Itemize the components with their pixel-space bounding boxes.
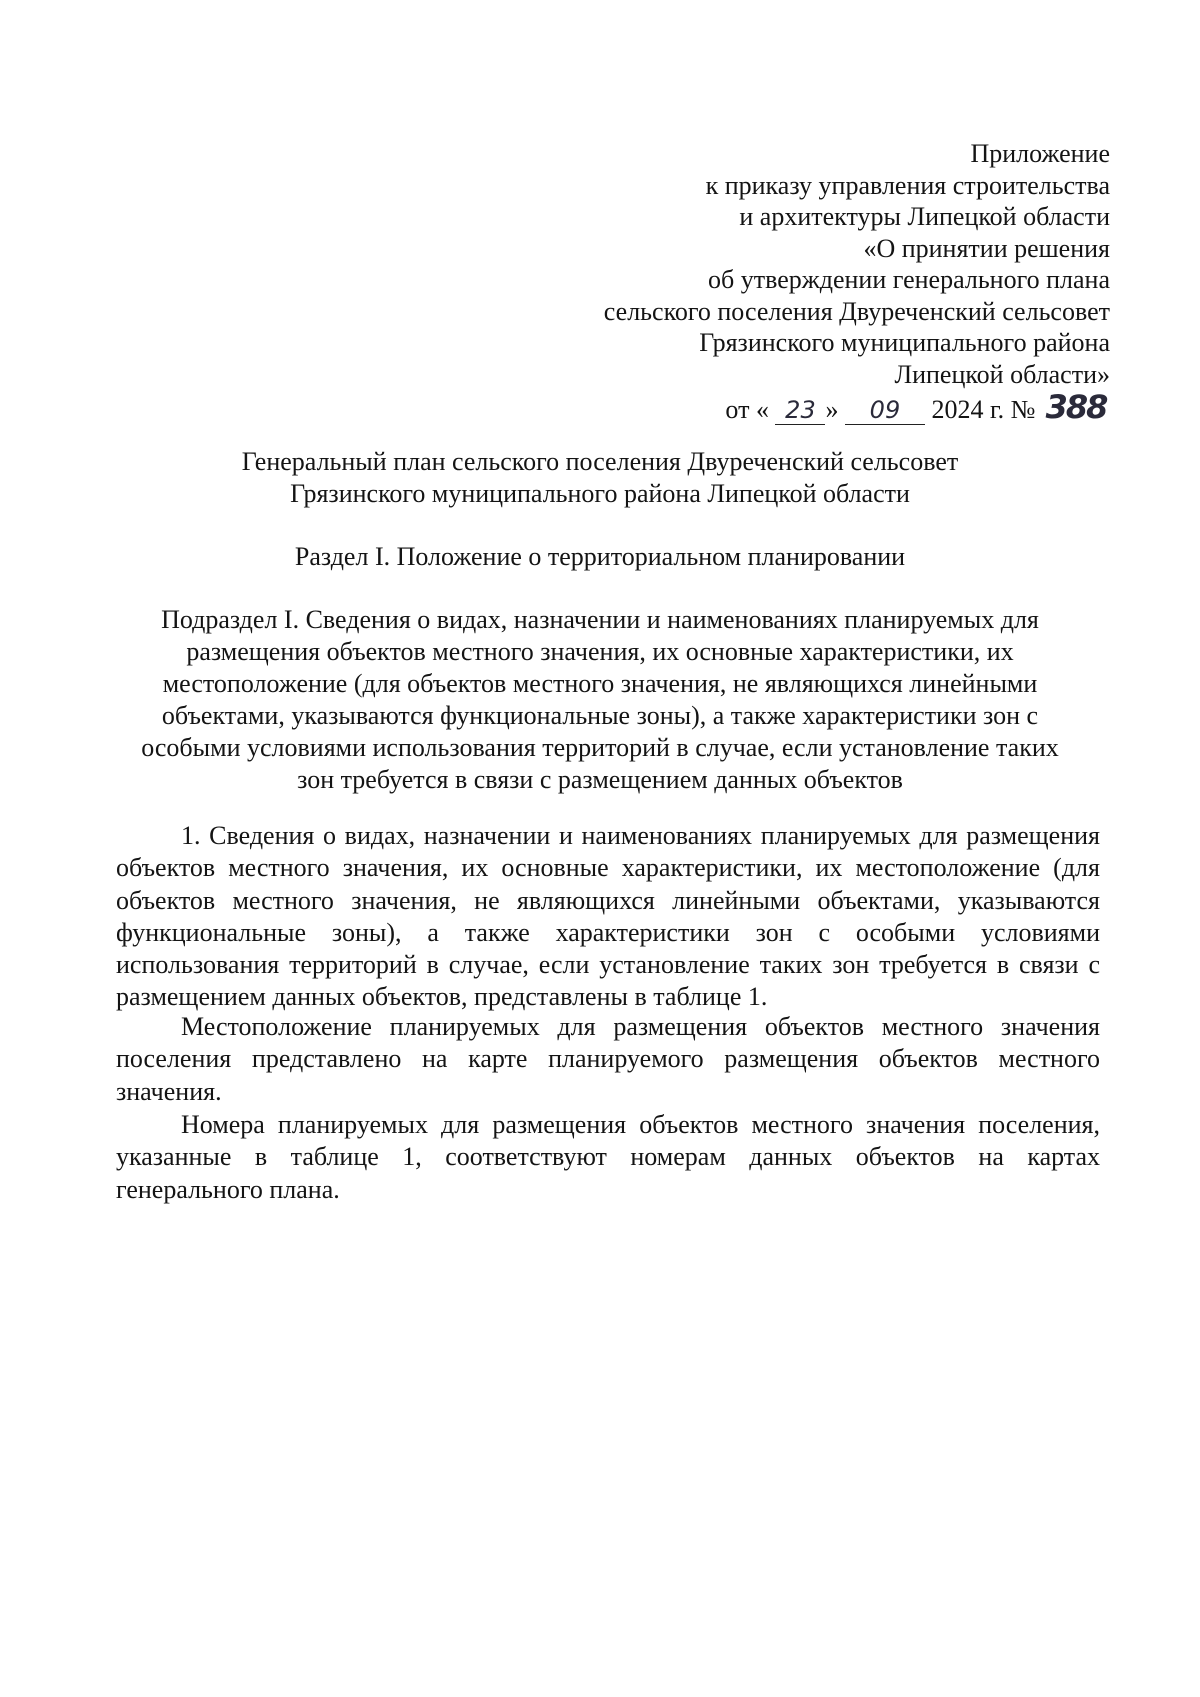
- appendix-header: [490, 138, 1110, 426]
- paragraph-3-text: Номера планируемых для размещения объектов местного значения поселения, указанные в таблице 1, соответствуют номерам данных объектов на картах генерального плана.: [116, 1110, 1100, 1204]
- section-title-text: Раздел I. Положение о территориальном планировании: [294, 542, 906, 571]
- paragraph-1-text: 1. Сведения о видах, назначении и наименованиях планируемых для размещения объектов местного значения, их основные характеристики, их местоположение (для объектов местного значения, не являющихся линейными объектами, указываются функциональные зоны), а также характеристики зон с особыми условиями использования территорий в случае, если установление таких зон требуется в связи с размещением данных объектов, представлены в таблице 1.: [116, 821, 1100, 1012]
- body-paragraph-3: [116, 1109, 1100, 1206]
- subsection-title-line-4: объектами, указываются функциональные зоны), а также характеристики зон с: [161, 701, 1039, 730]
- header-line-appendix: Приложение: [970, 139, 1110, 168]
- handwritten-month: 09: [845, 396, 925, 425]
- handwritten-order-number: 388: [1045, 388, 1107, 426]
- document-title-line-1: Генеральный план сельского поселения Двуреченский сельсовет: [241, 447, 959, 476]
- header-line-subject-3: сельского поселения Двуреченский сельсовет: [603, 296, 1110, 326]
- subsection-title-line-2: размещения объектов местного значения, их основные характеристики, их: [186, 637, 1014, 666]
- date-year-suffix: 2024 г. №: [931, 395, 1036, 424]
- subsection-title-line-1: Подраздел I. Сведения о видах, назначении и наименованиях планируемых для: [161, 605, 1039, 634]
- section-title: [110, 541, 1090, 573]
- document-title-line-2: Грязинского муниципального района Липецкой области: [290, 479, 910, 508]
- subsection-title-line-6: зон требуется в связи с размещением данных объектов: [297, 765, 903, 794]
- date-quote-close: »: [825, 395, 839, 424]
- handwritten-day: 23: [775, 396, 825, 425]
- date-prefix: от «: [725, 395, 769, 424]
- body-paragraph-1: [116, 820, 1100, 1014]
- header-line-subject-2: об утверждении генерального плана: [708, 265, 1110, 294]
- subsection-title-line-3: местоположение (для объектов местного значения, не являющихся линейными: [162, 669, 1038, 698]
- header-line-subject-4: Грязинского муниципального района: [699, 328, 1110, 357]
- order-date-line: [490, 388, 1110, 426]
- header-line-subject-1: «О принятии решения: [863, 233, 1110, 263]
- document-title: [110, 446, 1090, 510]
- subsection-title-line-5: особыми условиями использования территорий в случае, если установление таких: [141, 733, 1059, 762]
- subsection-title: [105, 604, 1095, 796]
- header-line-subject-5: Липецкой области»: [894, 359, 1110, 389]
- body-paragraph-2: [116, 1011, 1100, 1108]
- header-line-department: и архитектуры Липецкой области: [739, 202, 1110, 231]
- paragraph-2-text: Местоположение планируемых для размещения объектов местного значения поселения представлено на карте планируемого размещения объектов местного значения.: [116, 1012, 1100, 1106]
- header-line-order: к приказу управления строительства: [705, 170, 1110, 200]
